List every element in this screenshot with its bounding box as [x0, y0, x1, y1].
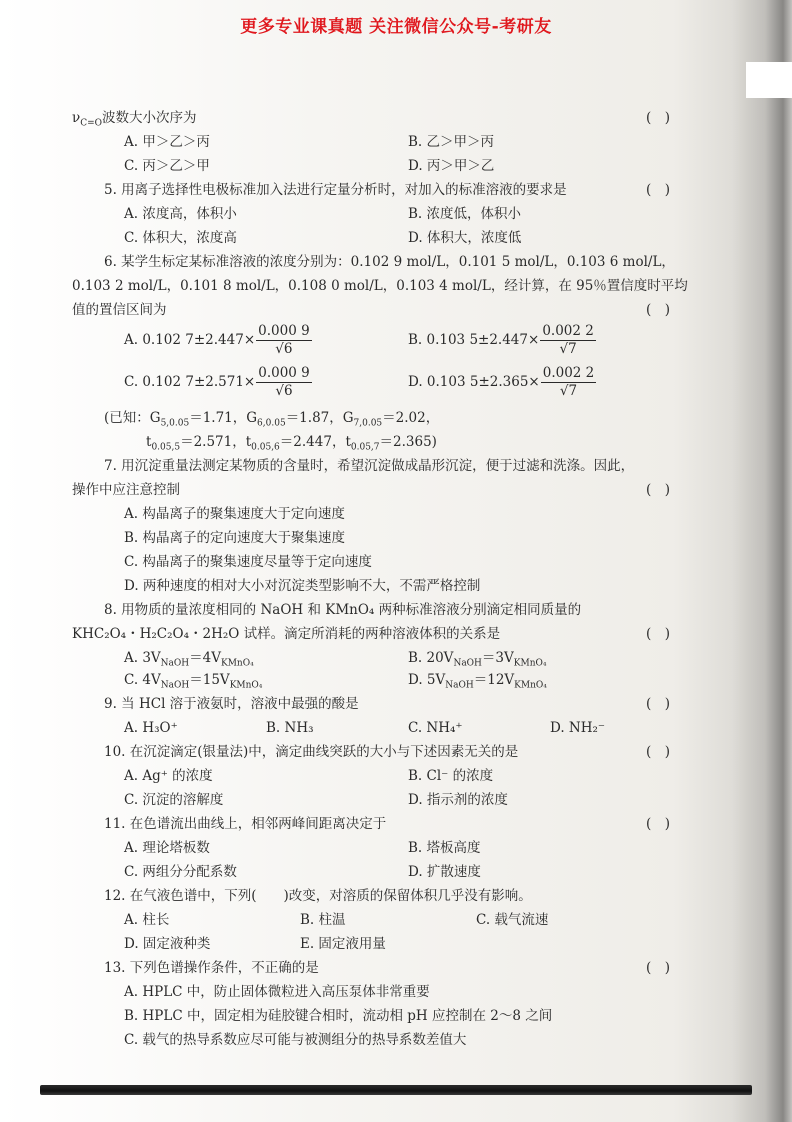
q6-stem-line3: 值的置信区间为	[72, 302, 167, 318]
q6-option-a: A. 0.102 7±2.447× $\frac{0.000 9}{√6}$	[124, 323, 310, 357]
answer-paren: ( )	[646, 696, 671, 712]
q6-known-g: (已知：$G_{5,0.05}=1.71$，$G_{6,0.05}=1.87$，$G_{7,0.05}=2.02$，	[104, 410, 440, 429]
q11-option-c: C. 两组分分配系数	[124, 864, 237, 880]
scan-bottom-edge	[40, 1085, 752, 1095]
q10-option-c: C. 沉淀的溶解度	[124, 792, 224, 808]
page-corner	[746, 62, 792, 98]
page-edge-shadow	[732, 0, 792, 1122]
q6-option-d: D. 0.103 5±2.365× $\frac{0.002 2}{√7}$	[408, 365, 595, 399]
q12-option-c: C. 载气流速	[476, 912, 549, 928]
q5-option-a: A. 浓度高，体积小	[124, 206, 237, 222]
q12-option-a: A. 柱长	[124, 912, 170, 928]
q10-option-b: B. Cl⁻ 的浓度	[408, 768, 494, 784]
header-banner: 更多专业课真题 关注微信公众号-考研友	[240, 17, 552, 37]
q11-option-b: B. 塔板高度	[408, 840, 481, 856]
q12-option-e: E. 固定液用量	[300, 936, 386, 952]
q4-option-b: B. 乙＞甲＞丙	[408, 134, 495, 150]
answer-paren: ( )	[646, 110, 671, 126]
q11-option-d: D. 扩散速度	[408, 864, 481, 880]
q5-option-d: D. 体积大，浓度低	[408, 230, 522, 246]
q12-option-b: B. 柱温	[300, 912, 346, 928]
q8-option-a: A. $3V_{NaOH}=4V_{KMnO_4}$	[124, 650, 254, 669]
q9-option-b: B. NH₃	[266, 720, 314, 736]
q6-known-t: $t_{0.05,5}=2.571$，$t_{0.05,6}=2.447$，$t_{0.05,7}=2.365$)	[146, 434, 437, 453]
q7-option-c: C. 构晶离子的聚集速度尽量等于定向速度	[124, 554, 372, 570]
answer-paren: ( )	[646, 182, 671, 198]
q9-stem: 9. 当 HCl 溶于液氨时，溶液中最强的酸是	[104, 696, 359, 712]
q4-option-c: C. 丙＞乙＞甲	[124, 158, 210, 174]
q8-stem-line1: 8. 用物质的量浓度相同的 NaOH 和 KMnO₄ 两种标准溶液分别滴定相同质量的	[104, 602, 582, 618]
q7-stem-line1: 7. 用沉淀重量法测定某物质的含量时，希望沉淀做成晶形沉淀，便于过滤和洗涤。因此，	[104, 458, 635, 474]
q10-option-a: A. Ag⁺ 的浓度	[124, 768, 213, 784]
q8-option-c: C. $4V_{NaOH}=15V_{KMnO_4}$	[124, 672, 263, 691]
q5-option-c: C. 体积大，浓度高	[124, 230, 237, 246]
q10-stem: 10. 在沉淀滴定(银量法)中，滴定曲线突跃的大小与下述因素无关的是	[104, 744, 519, 760]
answer-paren: ( )	[646, 744, 671, 760]
q6-option-c: C. 0.102 7±2.571× $\frac{0.000 9}{√6}$	[124, 365, 310, 399]
answer-paren: ( )	[646, 960, 671, 976]
q11-option-a: A. 理论塔板数	[124, 840, 210, 856]
q6-stem-line1: 6. 某学生标定某标准溶液的浓度分别为：0.102 9 mol/L，0.101 5 mol/L，0.103 6 mol/L，	[104, 254, 675, 270]
q4-option-d: D. 丙＞甲＞乙	[408, 158, 495, 174]
answer-paren: ( )	[646, 302, 671, 318]
q10-option-d: D. 指示剂的浓度	[408, 792, 508, 808]
q13-option-b: B. HPLC 中，固定相为硅胶键合相时，流动相 pH 应控制在 2～8 之间	[124, 1008, 553, 1024]
q7-option-a: A. 构晶离子的聚集速度大于定向速度	[124, 506, 345, 522]
q7-option-d: D. 两种速度的相对大小对沉淀类型影响不大，不需严格控制	[124, 578, 481, 594]
q4-stem-tail: $\nu_{C=O}$波数大小次序为	[72, 110, 197, 129]
q8-option-d: D. $5V_{NaOH}=12V_{KMnO_4}$	[408, 672, 547, 691]
q6-stem-line2: 0.103 2 mol/L，0.101 8 mol/L，0.108 0 mol/L，0.103 4 mol/L，经计算，在 95％置信度时平均	[72, 278, 688, 294]
q13-option-c: C. 载气的热导系数应尽可能与被测组分的热导系数差值大	[124, 1032, 467, 1048]
answer-paren: ( )	[646, 816, 671, 832]
q9-option-d: D. NH₂⁻	[550, 720, 606, 736]
q5-stem: 5. 用离子选择性电极标准加入法进行定量分析时，对加入的标准溶液的要求是	[104, 182, 567, 198]
answer-paren: ( )	[646, 626, 671, 642]
q8-stem-line2: KHC₂O₄・H₂C₂O₄・2H₂O 试样。滴定所消耗的两种溶液体积的关系是	[72, 626, 501, 642]
q12-stem: 12. 在气液色谱中，下列( )改变，对溶质的保留体积几乎没有影响。	[104, 888, 532, 904]
q7-stem-line2: 操作中应注意控制	[72, 482, 180, 498]
q4-option-a: A. 甲＞乙＞丙	[124, 134, 210, 150]
q13-option-a: A. HPLC 中，防止固体微粒进入高压泵体非常重要	[124, 984, 430, 1000]
q11-stem: 11. 在色谱流出曲线上，相邻两峰间距离决定于	[104, 816, 387, 832]
q6-option-b: B. 0.103 5±2.447× $\frac{0.002 2}{√7}$	[408, 323, 594, 357]
q9-option-c: C. NH₄⁺	[408, 720, 463, 736]
q8-option-b: B. $20V_{NaOH}=3V_{KMnO_4}$	[408, 650, 547, 669]
q9-option-a: A. H₃O⁺	[124, 720, 178, 736]
answer-paren: ( )	[646, 482, 671, 498]
q13-stem: 13. 下列色谱操作条件，不正确的是	[104, 960, 319, 976]
q5-option-b: B. 浓度低，体积小	[408, 206, 522, 222]
q7-option-b: B. 构晶离子的定向速度大于聚集速度	[124, 530, 346, 546]
q12-option-d: D. 固定液种类	[124, 936, 211, 952]
